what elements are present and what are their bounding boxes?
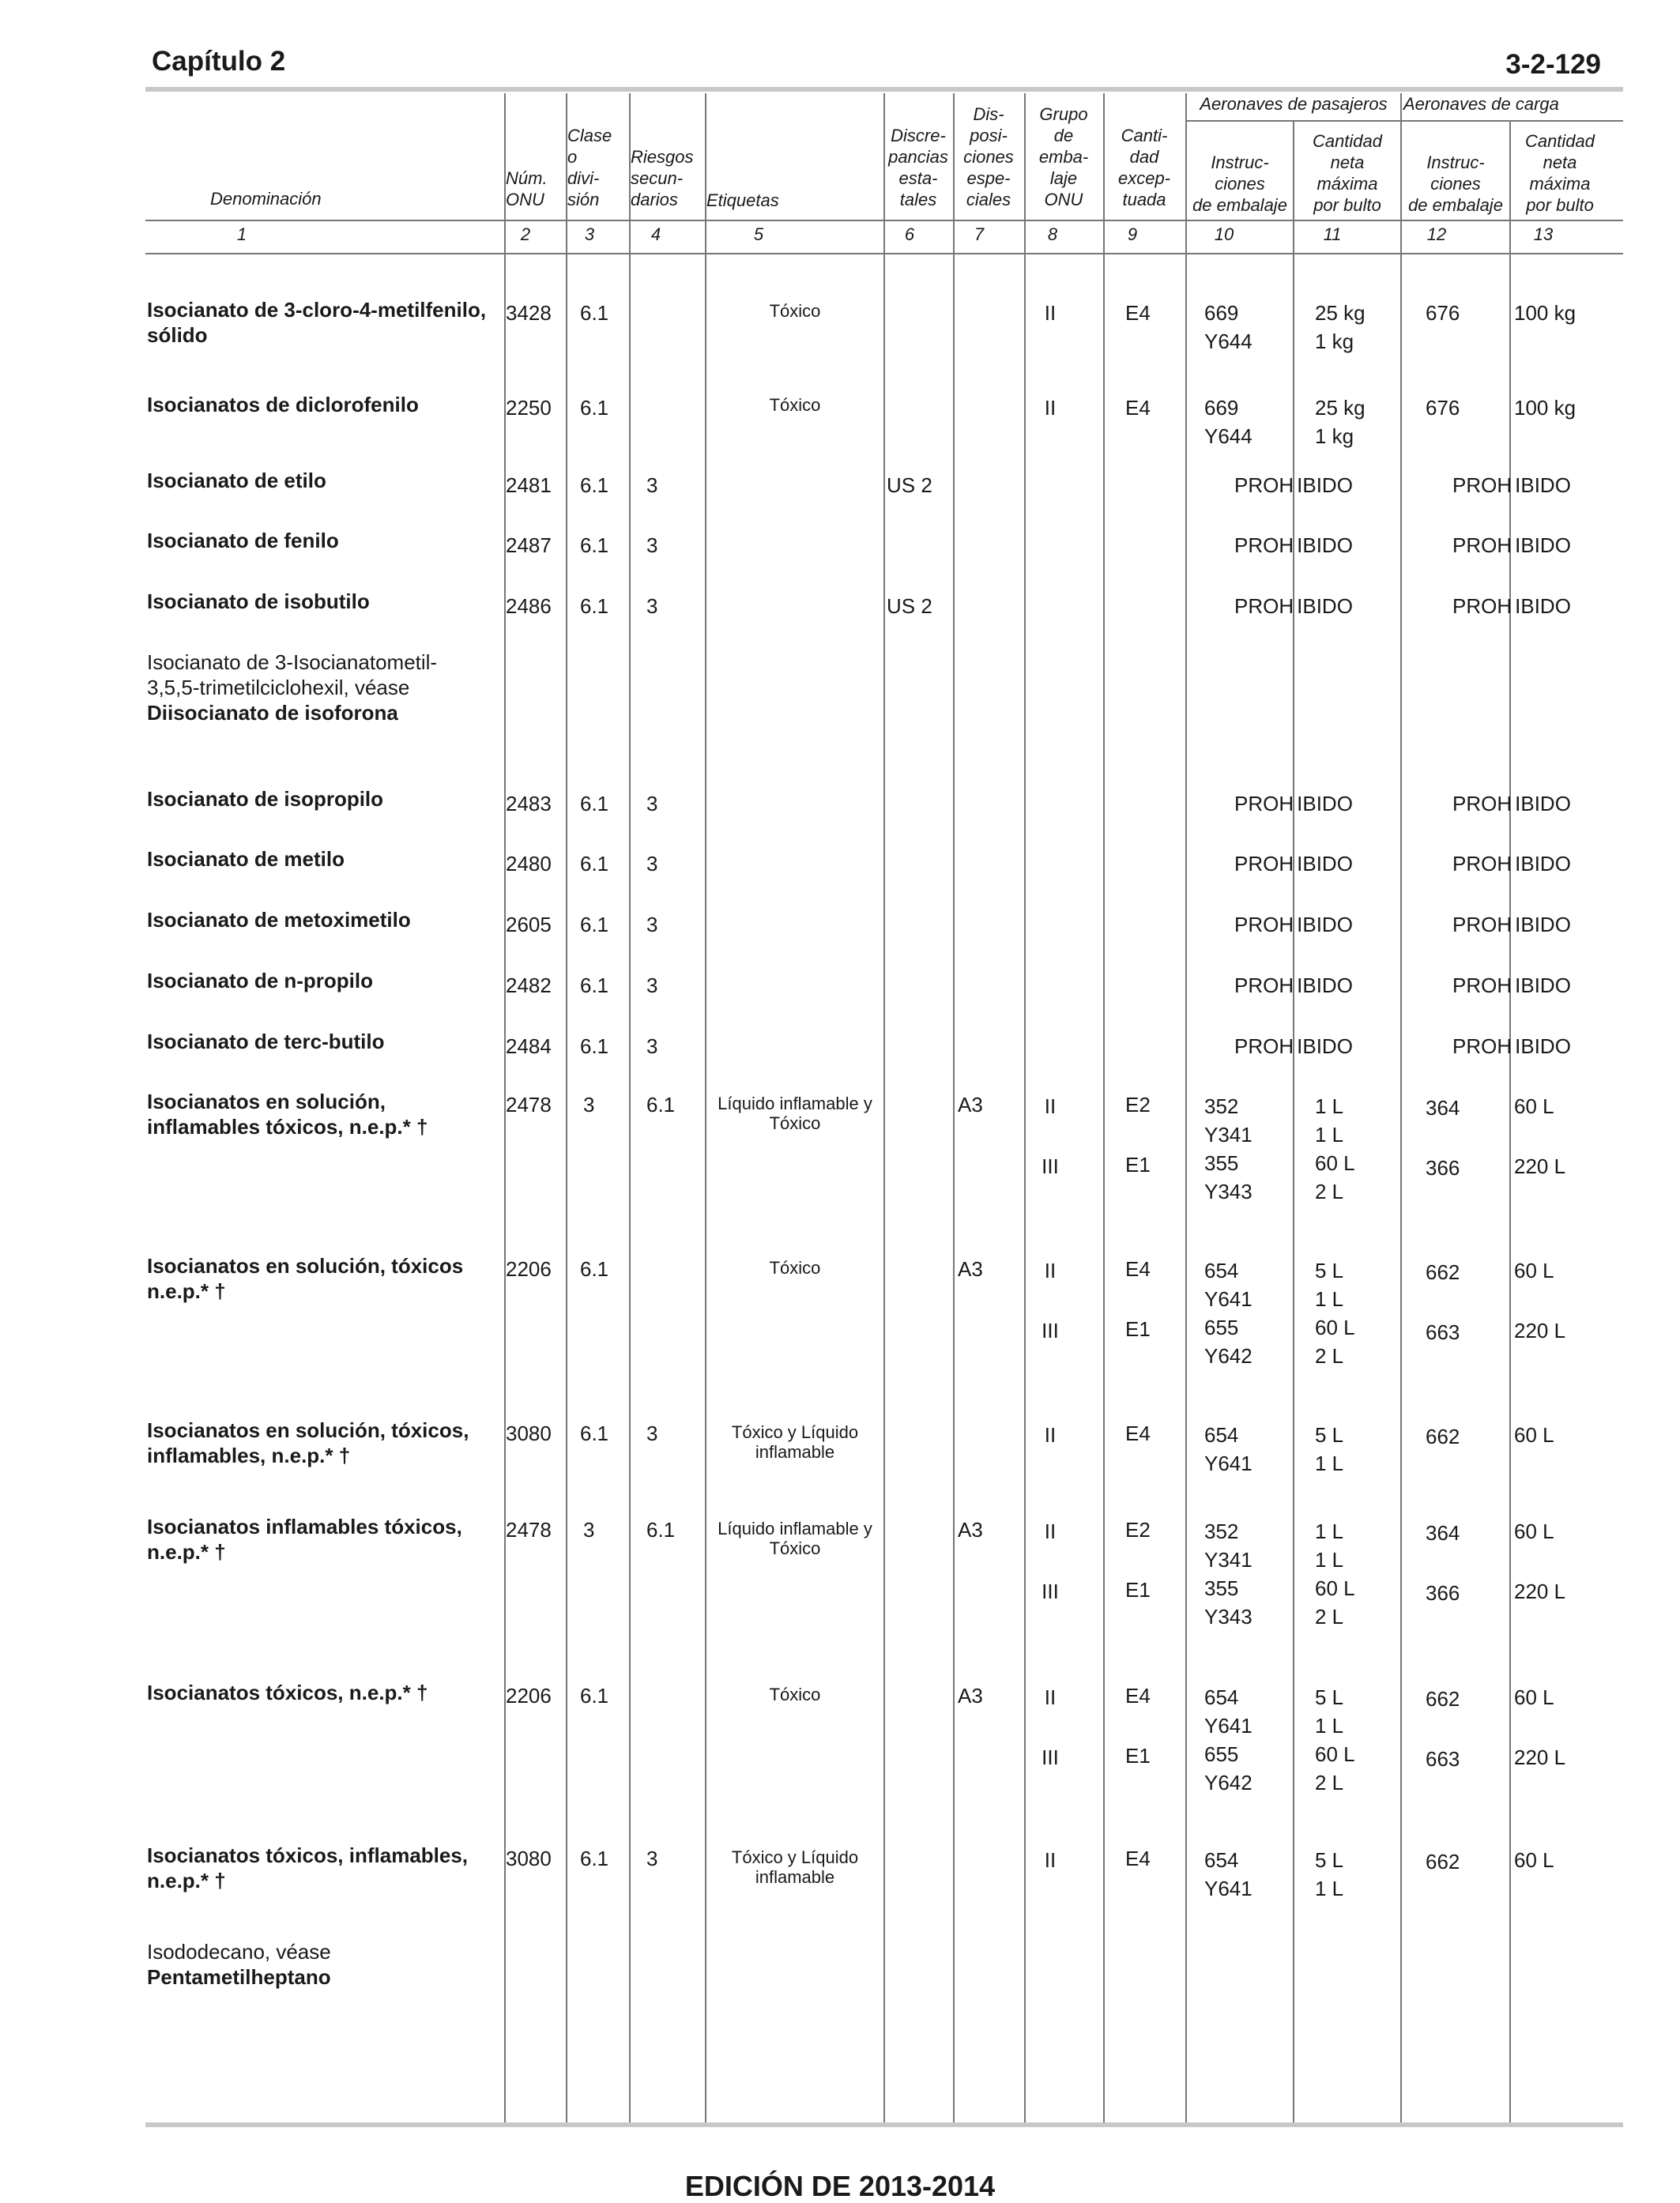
col-header-cantidad: Canti- dad excep- tuada [1117,126,1171,209]
prohibited-carga: PROH IBIDO [1452,594,1571,618]
row-denominacion: Isocianato de 3-cloro-4-metilfenilo, sólido [147,298,487,347]
packing-group: II [1044,1520,1057,1543]
cargo-instructions: 676 [1426,301,1460,325]
excepted-quantity: E4 [1125,1684,1151,1708]
col-header-num: Núm. ONU [506,168,548,209]
row-see-reference: Isocianato de 3-Isocianatometil- 3,5,5-trimetilciclohexil, véase Diisocianato de isoforona [147,650,438,725]
excepted-quantity: E1 [1125,1153,1151,1177]
col-divider [629,93,631,2122]
passenger-quantity: 5 L 1 L [1315,1423,1344,1475]
row-denominacion: Isocianato de fenilo [147,529,339,552]
un-number: 2206 [506,1257,552,1281]
un-number: 2483 [506,792,552,815]
packing-group: II [1044,1423,1057,1447]
row-denominacion: Isocianato de n-propilo [147,969,374,992]
col-number: 3 [584,224,595,244]
row-denominacion: Isocianatos en solución, tóxicos, inflamables, n.e.p.* † [147,1418,469,1467]
prohibited-carga: PROH IBIDO [1452,852,1571,876]
passenger-instructions: 352 Y341 355 Y343 [1204,1094,1252,1203]
col-divider [566,93,567,2122]
passenger-quantity: 5 L 1 L [1315,1848,1344,1900]
special-provision: A3 [958,1257,983,1281]
col-number: 2 [520,224,531,244]
cargo-instructions: 364 [1426,1096,1460,1120]
class-division: 6.1 [580,533,609,557]
packing-group: III [1042,1745,1059,1769]
un-number: 2484 [506,1034,552,1058]
special-provision: A3 [958,1518,983,1542]
prohibited-pasajeros: PROH IBIDO [1234,792,1353,815]
label-text: Líquido inflamable y Tóxico [718,1094,872,1133]
passenger-instructions: 654 Y641 [1204,1848,1252,1900]
col-header-instrucciones-pasajeros: Instruc- ciones de embalaje [1192,153,1287,215]
class-division: 6.1 [580,594,609,618]
subsidiary-risk: 3 [646,852,658,876]
excepted-quantity: E4 [1125,1847,1151,1870]
cargo-instructions: 662 [1426,1260,1460,1284]
subsidiary-risk: 6.1 [646,1093,676,1117]
packing-group: II [1044,1848,1057,1872]
col-divider [953,93,955,2122]
prohibited-pasajeros: PROH IBIDO [1234,533,1353,557]
label-text: Tóxico [769,301,821,321]
subsidiary-risk: 6.1 [646,1518,676,1542]
class-division: 6.1 [580,301,609,325]
un-number: 2486 [506,594,552,618]
prohibited-pasajeros: PROH IBIDO [1234,473,1353,497]
row-denominacion: Isocianato de isopropilo [147,787,384,811]
row-denominacion: Isocianato de terc-butilo [147,1030,385,1053]
un-number: 2481 [506,473,552,497]
col-divider [883,93,885,2122]
bottom-rule [145,2122,1623,2127]
label-text: Tóxico [769,395,821,415]
excepted-quantity: E1 [1125,1578,1151,1602]
un-number: 2478 [506,1518,552,1542]
excepted-quantity: E1 [1125,1744,1151,1768]
class-division: 6.1 [580,792,609,815]
cargo-quantity: 100 kg [1514,396,1576,420]
state-variation: US 2 [887,473,932,497]
col-header-cantidad-pasajeros: Cantidad neta máxima por bulto [1312,131,1383,215]
aircraft-rule [1187,120,1623,122]
cargo-instructions: 366 [1426,1581,1460,1605]
col-header-pasajeros: Aeronaves de pasajeros [1200,94,1388,114]
row-denominacion: Isocianatos tóxicos, inflamables, n.e.p.* † [147,1843,469,1892]
row-denominacion: Isocianatos en solución, inflamables tóxicos, n.e.p.* † [147,1090,428,1139]
cargo-instructions: 662 [1426,1850,1460,1873]
col-header-clase: Clase o divi- sión [567,126,612,209]
prohibited-carga: PROH IBIDO [1452,533,1571,557]
col-divider [1293,120,1294,2122]
packing-group: II [1044,1685,1057,1709]
row-denominacion: Isocianatos en solución, tóxicos n.e.p.* † [147,1254,464,1303]
row-denominacion: Isocianatos tóxicos, n.e.p.* † [147,1681,428,1704]
packing-group: III [1042,1154,1059,1178]
cargo-instructions: 662 [1426,1425,1460,1448]
label-text: Tóxico y Líquido inflamable [731,1422,859,1462]
un-number: 2478 [506,1093,552,1117]
cargo-instructions: 364 [1426,1521,1460,1545]
passenger-quantity: 25 kg 1 kg [1315,396,1365,448]
col-number: 9 [1127,224,1138,244]
subsidiary-risk: 3 [646,473,658,497]
col-header-disposiciones: Dis- posi- ciones espe- ciales [963,104,1014,209]
col-divider [1024,93,1026,2122]
subsidiary-risk: 3 [646,533,658,557]
cargo-quantity: 60 L [1514,1094,1554,1118]
subsidiary-risk: 3 [646,594,658,618]
class-division: 6.1 [580,913,609,936]
page-number: 3-2-129 [1505,49,1601,80]
subsidiary-risk: 3 [646,1422,658,1445]
packing-group: III [1042,1319,1059,1343]
col-number: 4 [650,224,661,244]
cargo-quantity: 100 kg [1514,301,1576,325]
passenger-instructions: 669 Y644 [1204,396,1252,448]
excepted-quantity: E4 [1125,301,1151,325]
cargo-instructions: 663 [1426,1320,1460,1344]
un-number: 2605 [506,913,552,936]
label-text: Tóxico [769,1258,821,1278]
cargo-quantity: 60 L [1514,1520,1554,1543]
cargo-quantity: 60 L [1514,1259,1554,1282]
col-divider [1185,93,1187,2122]
chapter-title: Capítulo 2 [152,46,286,77]
un-number: 2482 [506,973,552,997]
cargo-quantity: 220 L [1514,1580,1566,1603]
col-number: 13 [1533,224,1554,244]
class-division: 6.1 [580,973,609,997]
col-header-etiquetas: Etiquetas [706,190,779,210]
cargo-quantity: 60 L [1514,1423,1554,1447]
col-number: 8 [1047,224,1058,244]
un-number: 2480 [506,852,552,876]
packing-group: II [1044,1094,1057,1118]
col-header-carga: Aeronaves de carga [1403,94,1559,114]
class-division: 6.1 [580,396,609,420]
excepted-quantity: E2 [1125,1518,1151,1542]
prohibited-carga: PROH IBIDO [1452,1034,1571,1058]
prohibited-carga: PROH IBIDO [1452,973,1571,997]
col-number: 6 [904,224,915,244]
class-division: 6.1 [580,1847,609,1870]
cargo-quantity: 60 L [1514,1848,1554,1872]
row-denominacion: Isocianatos inflamables tóxicos, n.e.p.* † [147,1515,462,1564]
cargo-quantity: 60 L [1514,1685,1554,1709]
excepted-quantity: E4 [1125,1422,1151,1445]
cargo-instructions: 662 [1426,1687,1460,1711]
edition-footer: EDICIÓN DE 2013-2014 [684,2170,996,2202]
un-number: 2206 [506,1684,552,1708]
state-variation: US 2 [887,594,932,618]
col-number: 11 [1323,224,1342,244]
col-header-instrucciones-carga: Instruc- ciones de embalaje [1408,153,1503,215]
col-number: 1 [236,224,247,244]
prohibited-pasajeros: PROH IBIDO [1234,594,1353,618]
col-header-cantidad-carga: Cantidad neta máxima por bulto [1524,131,1595,215]
passenger-quantity: 5 L 1 L 60 L 2 L [1315,1685,1355,1794]
prohibited-carga: PROH IBIDO [1452,473,1571,497]
un-number: 2487 [506,533,552,557]
class-division: 3 [583,1518,595,1542]
cargo-instructions: 676 [1426,396,1460,420]
packing-group: II [1044,301,1057,325]
prohibited-pasajeros: PROH IBIDO [1234,1034,1353,1058]
label-text: Líquido inflamable y Tóxico [718,1519,872,1558]
prohibited-pasajeros: PROH IBIDO [1234,973,1353,997]
excepted-quantity: E1 [1125,1317,1151,1341]
passenger-instructions: 669 Y644 [1204,301,1252,353]
cargo-quantity: 220 L [1514,1745,1566,1769]
cargo-quantity: 220 L [1514,1154,1566,1178]
prohibited-pasajeros: PROH IBIDO [1234,913,1353,936]
cargo-instructions: 366 [1426,1156,1460,1180]
col-number: 5 [753,224,764,244]
excepted-quantity: E4 [1125,1257,1151,1281]
passenger-instructions: 654 Y641 655 Y642 [1204,1259,1252,1368]
col-divider [1400,93,1402,2122]
row-denominacion: Isocianatos de diclorofenilo [147,393,419,416]
class-division: 6.1 [580,473,609,497]
top-rule [145,87,1623,92]
un-number: 2250 [506,396,552,420]
row-denominacion: Isocianato de metilo [147,847,345,871]
passenger-instructions: 654 Y641 [1204,1423,1252,1475]
row-see-reference: Isododecano, véase Pentametilheptano [147,1940,331,1989]
special-provision: A3 [958,1093,983,1117]
class-division: 6.1 [580,1034,609,1058]
excepted-quantity: E4 [1125,396,1151,420]
row-denominacion: Isocianato de etilo [147,469,326,492]
col-divider [1103,93,1105,2122]
passenger-instructions: 654 Y641 655 Y642 [1204,1685,1252,1794]
packing-group: II [1044,1259,1057,1282]
passenger-quantity: 1 L 1 L 60 L 2 L [1315,1520,1355,1629]
prohibited-carga: PROH IBIDO [1452,792,1571,815]
class-division: 6.1 [580,1257,609,1281]
row-denominacion: Isocianato de metoximetilo [147,908,411,932]
passenger-instructions: 352 Y341 355 Y343 [1204,1520,1252,1629]
un-number: 3428 [506,301,552,325]
un-number: 3080 [506,1422,552,1445]
un-number: 3080 [506,1847,552,1870]
passenger-quantity: 25 kg 1 kg [1315,301,1365,353]
col-number: 10 [1214,224,1234,244]
subsidiary-risk: 3 [646,913,658,936]
special-provision: A3 [958,1684,983,1708]
col-header-riesgos: Riesgos secun- darios [631,147,694,209]
cargo-instructions: 663 [1426,1747,1460,1771]
col-number: 7 [974,224,985,244]
class-division: 6.1 [580,1422,609,1445]
subsidiary-risk: 3 [646,792,658,815]
col-divider [1509,120,1511,2122]
prohibited-carga: PROH IBIDO [1452,913,1571,936]
class-division: 3 [583,1093,595,1117]
cargo-quantity: 220 L [1514,1319,1566,1343]
passenger-quantity: 1 L 1 L 60 L 2 L [1315,1094,1355,1203]
row-denominacion: Isocianato de isobutilo [147,589,370,613]
subsidiary-risk: 3 [646,973,658,997]
prohibited-pasajeros: PROH IBIDO [1234,852,1353,876]
label-text: Tóxico [769,1685,821,1704]
excepted-quantity: E2 [1125,1093,1151,1117]
class-division: 6.1 [580,852,609,876]
class-division: 6.1 [580,1684,609,1708]
packing-group: II [1044,396,1057,420]
col-number: 12 [1426,224,1447,244]
col-header-grupo: Grupo de emba- laje ONU [1038,104,1089,209]
col-header-denominacion: Denominación [210,189,322,209]
packing-group: III [1042,1580,1059,1603]
col-header-discrepancias: Discre- pancias esta- tales [888,126,948,209]
subsidiary-risk: 3 [646,1847,658,1870]
passenger-quantity: 5 L 1 L 60 L 2 L [1315,1259,1355,1368]
label-text: Tóxico y Líquido inflamable [731,1847,859,1887]
subsidiary-risk: 3 [646,1034,658,1058]
